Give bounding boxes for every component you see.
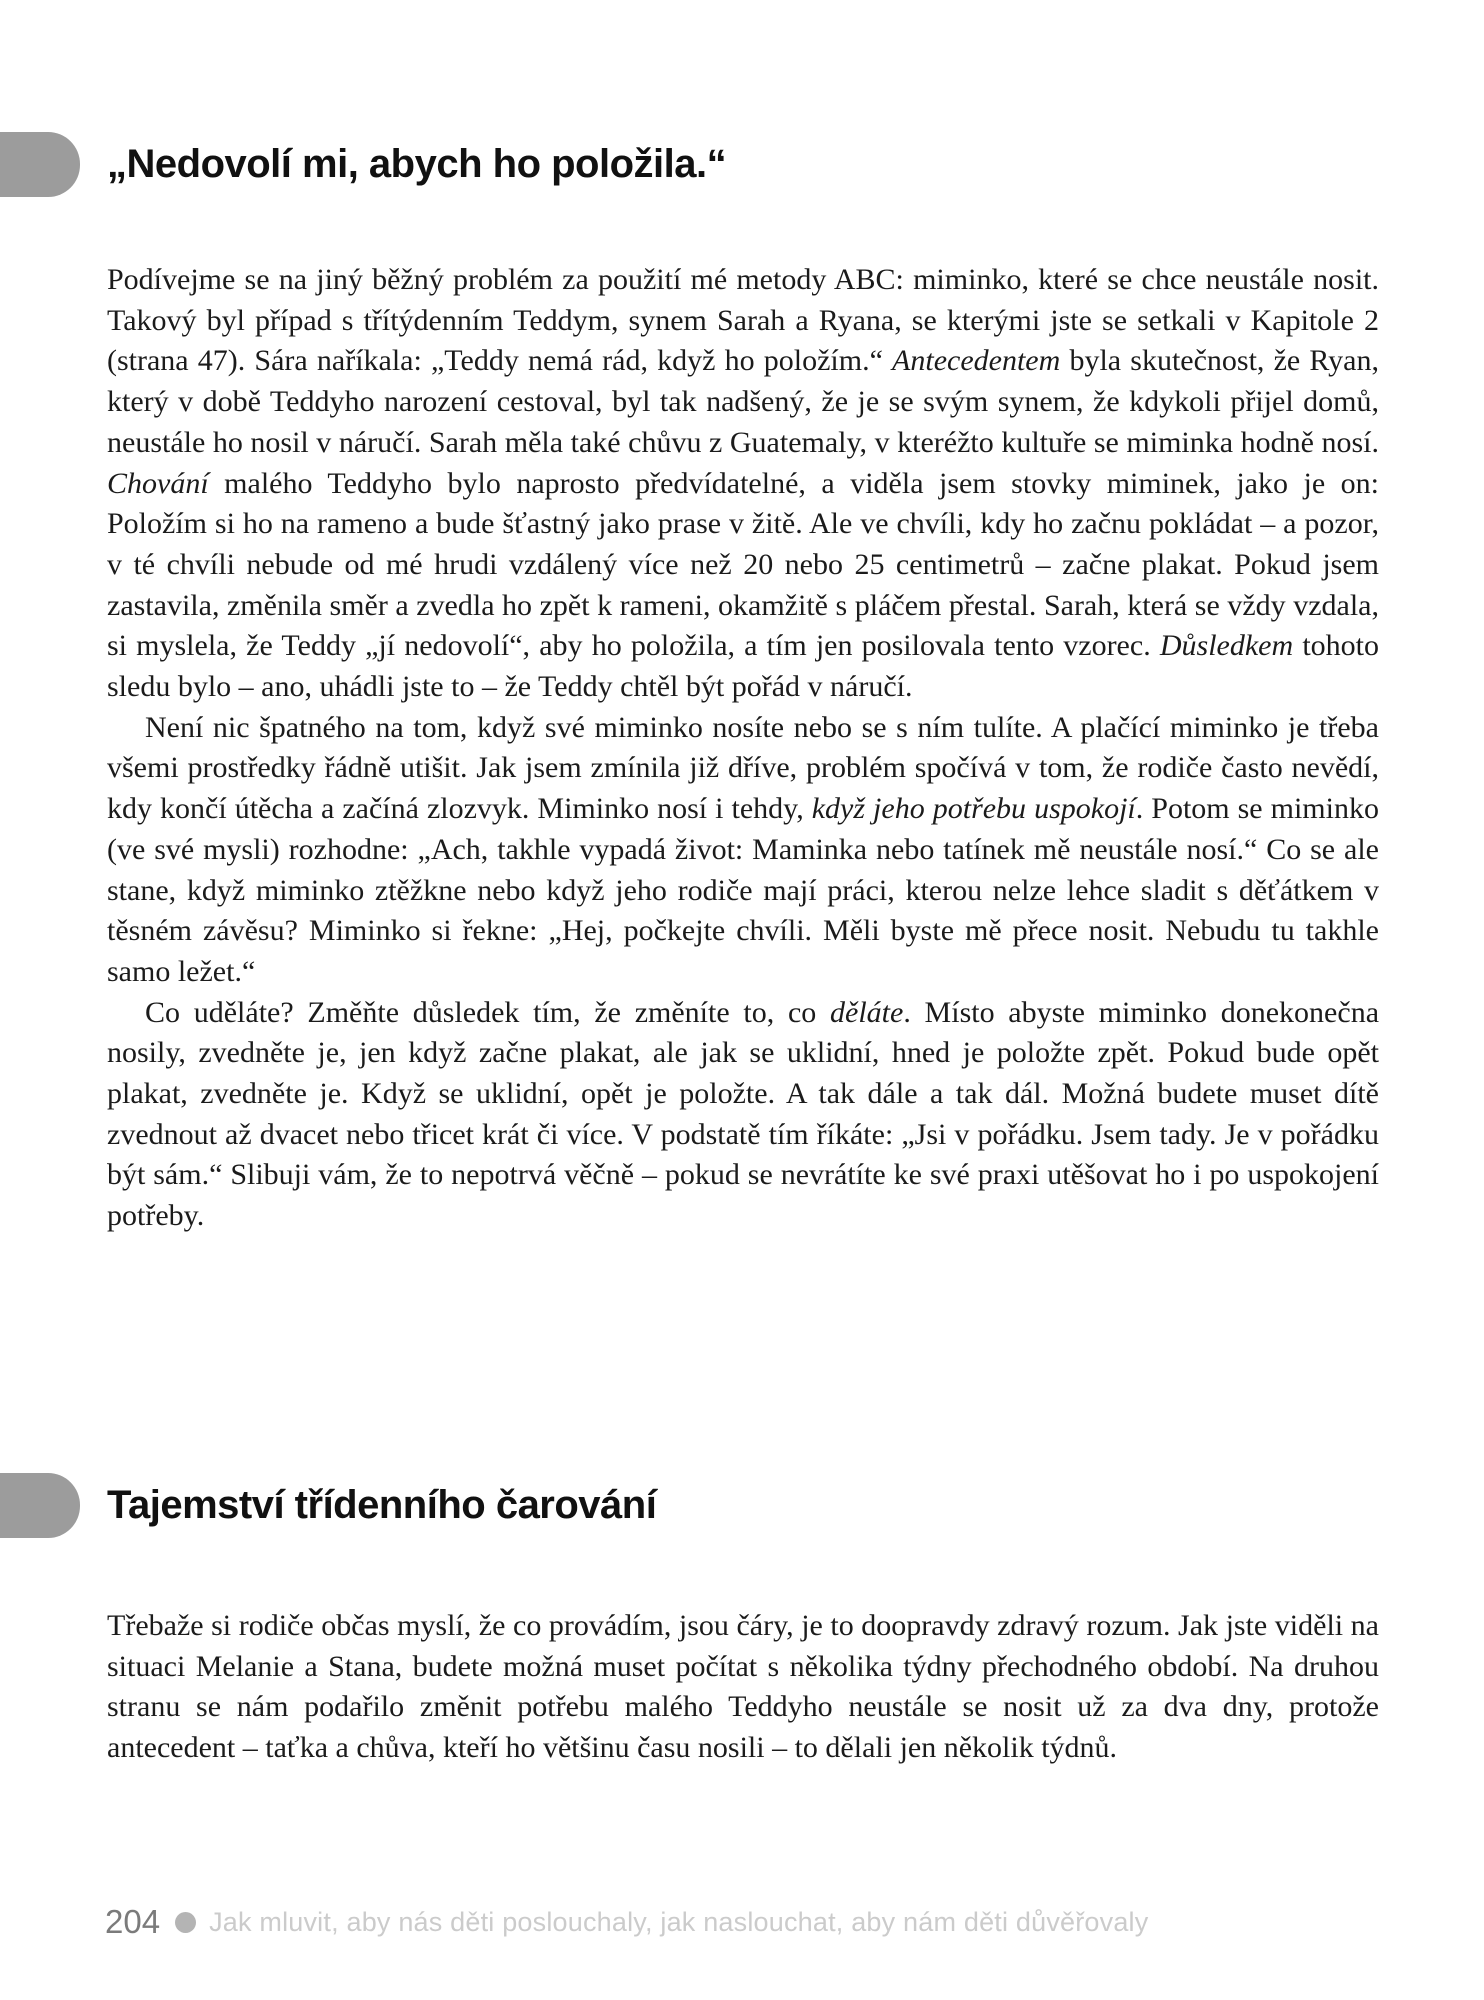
section-tab-marker (0, 132, 80, 197)
section-heading-nedovoli: „Nedovolí mi, abych ho položila.“ (107, 142, 727, 186)
paragraph: Co uděláte? Změňte důsledek tím, že změníte to, co děláte. Místo abyste miminko donekonečna nosily, zvedněte je, jen když začne plakat, ale jak se uklidní, hned je položte zpět. Pokud bude opět plakat, zvedněte je. Když se uklidní, opět je položte. A tak dále a tak dál. Možná budete muset dítě zvednout až dvacet nebo třicet krát či více. V podstatě tím říkáte: „Jsi v pořádku. Jsem tady. Je v pořádku být sám.“ Slibuji vám, že to nepotrvá věčně – pokud se nevrátíte ke své praxi utěšovat ho i po uspokojení potřeby. (107, 995, 1380, 1233)
paragraph: Není nic špatného na tom, když své miminko nosíte nebo se s ním tulíte. A plačící miminko je třeba všemi prostředky řádně utišit. Jak jsem zmínila již dříve, problém spočívá v tom, že rodiče často nevědí, kdy končí útěcha a začíná zlozvyk. Miminko nosí i tehdy, když jeho potřebu uspokojí. Potom se miminko (ve své mysli) rozhodne: „Ach, takhle vypadá život: Maminka nebo tatínek mě neustále nosí.“ Co se ale stane, když miminko ztěžkne nebo když jeho rodiče mají práci, kterou nelze lehce sladit s děťátkem v těsném závěsu? Miminko si řekne: „Hej, počkejte chvíli. Měli byste mě přece nosit. Nebudu tu takhle samo ležet.“ (107, 710, 1379, 988)
page-number: 204 (105, 1903, 161, 1940)
footer-bullet-icon (175, 1912, 196, 1933)
section-body-tajemstvi (107, 1606, 1379, 1769)
section-heading-tajemstvi: Tajemství třídenního čarování (107, 1483, 657, 1527)
section-tab-marker (0, 1473, 80, 1538)
page-footer (105, 1903, 1148, 1941)
footer-book-title: Jak mluvit, aby nás děti poslouchaly, jak naslouchat, aby nám děti důvěřovaly (209, 1906, 1149, 1937)
section-body-nedovoli (107, 260, 1379, 1237)
paragraph: Podívejme se na jiný běžný problém za použití mé metody ABC: miminko, které se chce neustále nosit. Takový byl případ s třítýdenním Teddym, synem Sarah a Ryana, se kterými jste se setkali v Kapitole 2 (strana 47). Sára naříkala: „Teddy nemá rád, když ho položím.“ Antecedentem byla skutečnost, že Ryan, který v době Teddyho narození cestoval, byl tak nadšený, že je se svým synem, že kdykoli přijel domů, neustále ho nosil v náručí. Sarah měla také chůvu z Guatemaly, v kteréžto kultuře se miminka hodně nosí. Chování malého Teddyho bylo naprosto předvídatelné, a viděla jsem stovky miminek, jako je on: Položím si ho na rameno a bude šťastný jako prase v žitě. Ale ve chvíli, kdy ho začnu pokládat – a pozor, v té chvíli nebude od mé hrudi vzdálený více než 20 nebo 25 centimetrů – začne plakat. Pokud jsem zastavila, změnila směr a zvedla ho zpět k rameni, okamžitě s pláčem přestal. Sarah, která se vždy vzdala, si myslela, že Teddy „jí nedovolí“, aby ho položila, a tím jen posilovala tento vzorec. Důsledkem tohoto sledu bylo – ano, uhádli jste to – že Teddy chtěl být pořád v náručí. (107, 263, 1379, 704)
paragraph: Třebaže si rodiče občas myslí, že co provádím, jsou čáry, je to doopravdy zdravý rozum. Jak jste viděli na situaci Melanie a Stana, budete možná muset počítat s několika týdny přechodného období. Na druhou stranu se nám podařilo změnit potřebu malého Teddyho neustále se nosit už za dva dny, protože antecedent – taťka a chůva, kteří ho většinu času nosili – to dělali jen několik týdnů. (107, 1609, 1379, 1765)
